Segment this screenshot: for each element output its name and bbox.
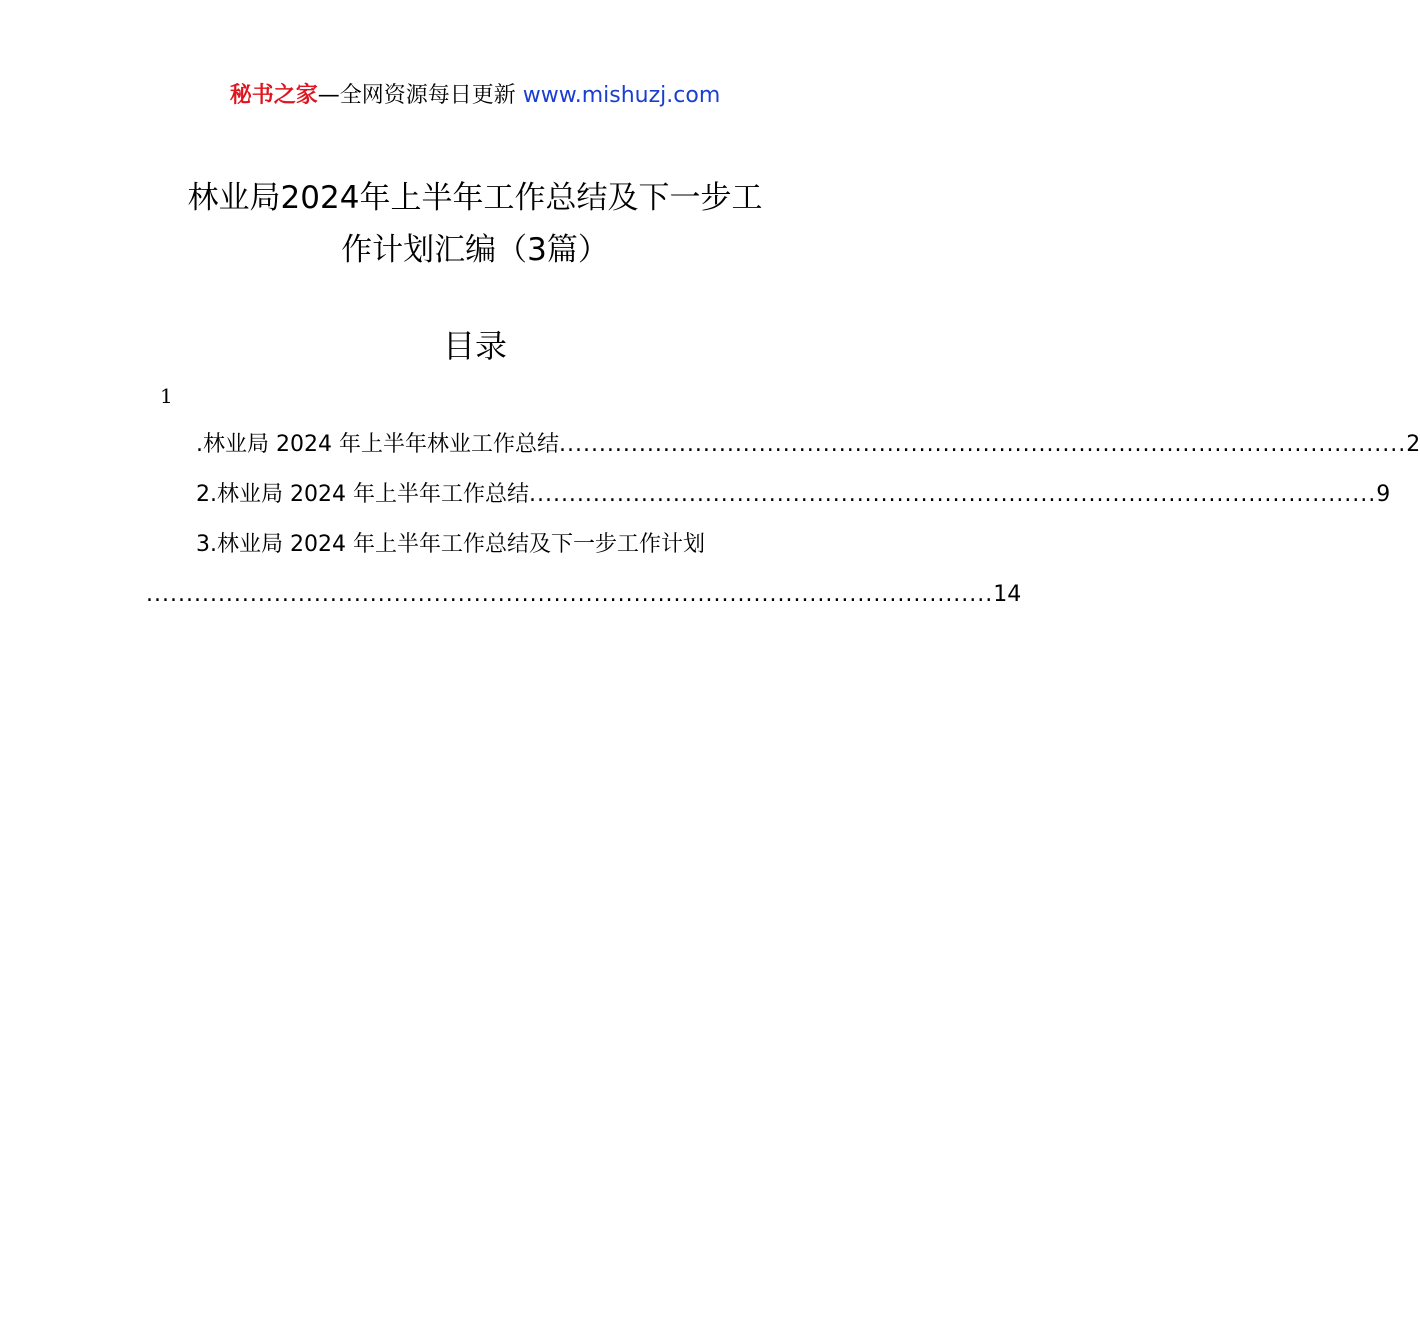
toc-entry-2[interactable] bbox=[146, 470, 1391, 520]
site-header bbox=[0, 80, 950, 112]
toc-leader-dots: .......................................................................................................... bbox=[146, 582, 994, 607]
toc-entry-continuation bbox=[146, 570, 1022, 620]
document-title bbox=[120, 172, 830, 276]
stray-number: 1 bbox=[160, 384, 173, 408]
toc-entry-3[interactable] bbox=[146, 520, 1022, 620]
title-line-1: 林业局2024年上半年工作总结及下一步工 bbox=[187, 180, 763, 216]
site-url-link[interactable]: www.mishuzj.com bbox=[522, 83, 721, 108]
toc-leader-dots: .......................................................................................................... bbox=[528, 482, 1377, 507]
toc-heading: 目录 bbox=[442, 327, 507, 365]
toc-entry-text: 2.林业局 2024 年上半年工作总结 bbox=[196, 482, 529, 507]
toc-entry-text: 3.林业局 2024 年上半年工作总结及下一步工作计划 bbox=[196, 532, 705, 557]
toc-page-number: 2 bbox=[1406, 432, 1420, 457]
toc-page-number: 9 bbox=[1376, 482, 1391, 507]
toc-entry-text: .林业局 2024 年上半年林业工作总结 bbox=[196, 432, 559, 457]
brand-name: 秘书之家 bbox=[229, 83, 318, 108]
header-tagline: —全网资源每日更新 bbox=[317, 83, 523, 108]
toc-leader-dots: .......................................................................................................... bbox=[558, 432, 1407, 457]
table-of-contents bbox=[146, 420, 1420, 620]
title-line-2: 作计划汇编（3篇） bbox=[341, 232, 609, 268]
toc-entry-1[interactable] bbox=[146, 420, 1420, 470]
toc-page-number: 14 bbox=[993, 582, 1022, 607]
